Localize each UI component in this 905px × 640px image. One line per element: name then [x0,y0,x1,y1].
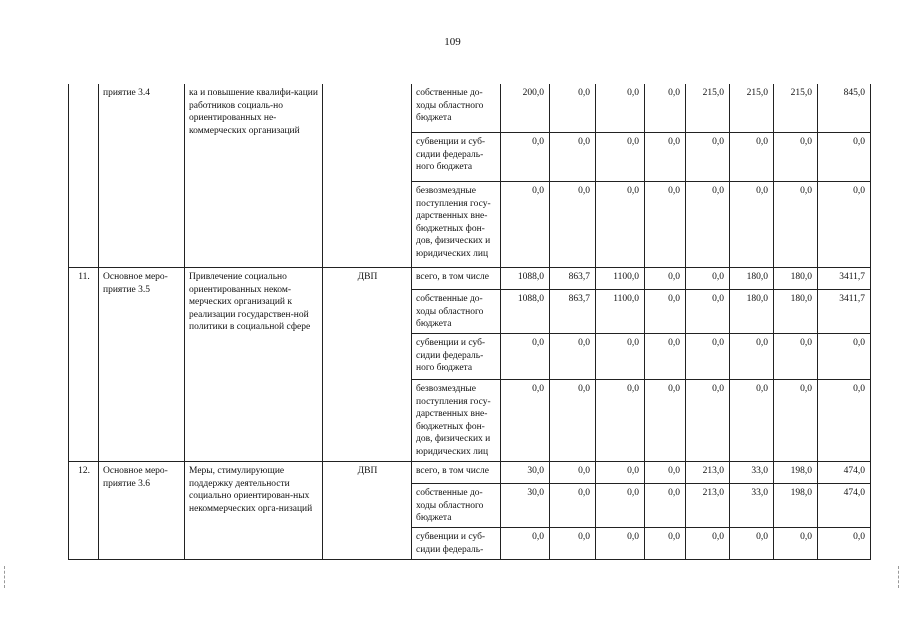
value-cell: 0,0 [730,182,774,268]
funding-source: безвозмездные поступления госу-дарственных вне-бюджетных фон-дов, физических и юридических лиц [412,380,501,462]
executor [323,84,412,268]
row-number: 11. [69,268,99,462]
value-cell: 30,0 [501,484,550,528]
value-cell: 863,7 [550,290,596,334]
value-cell: 215,0 [686,84,730,133]
value-cell: 0,0 [686,268,730,290]
margin-mark [4,566,7,588]
value-cell: 200,0 [501,84,550,133]
funding-source: субвенции и суб-сидии федераль- [412,528,501,560]
funding-source: субвенции и суб-сидии федераль-ного бюджета [412,334,501,380]
funding-source: всего, в том числе [412,268,501,290]
funding-source: собственные до-ходы областного бюджета [412,290,501,334]
value-cell: 198,0 [774,484,818,528]
value-cell: 215,0 [774,84,818,133]
value-cell: 0,0 [686,133,730,182]
margin-mark [898,566,901,588]
value-cell: 30,0 [501,462,550,484]
value-cell: 0,0 [645,133,686,182]
value-cell: 0,0 [818,182,871,268]
value-cell: 0,0 [550,484,596,528]
event-name: Основное меро-приятие 3.5 [99,268,185,462]
value-cell: 0,0 [686,290,730,334]
value-cell: 0,0 [818,528,871,560]
value-cell: 0,0 [501,334,550,380]
executor: ДВП [323,462,412,560]
value-cell: 0,0 [730,380,774,462]
value-cell: 0,0 [645,268,686,290]
table-row [69,84,871,133]
value-cell: 0,0 [645,182,686,268]
funding-source: всего, в том числе [412,462,501,484]
value-cell: 3411,7 [818,290,871,334]
value-cell: 474,0 [818,484,871,528]
event-description: ка и повышение квалифи-кации работников социаль-но ориентированных не-коммерческих организаций [185,84,323,268]
value-cell: 474,0 [818,462,871,484]
value-cell: 0,0 [550,182,596,268]
event-name: приятие 3.4 [99,84,185,268]
value-cell: 0,0 [501,528,550,560]
value-cell: 0,0 [774,334,818,380]
value-cell: 0,0 [686,182,730,268]
value-cell: 180,0 [730,268,774,290]
value-cell: 0,0 [730,528,774,560]
value-cell: 0,0 [550,462,596,484]
row-number: 12. [69,462,99,560]
row-number [69,84,99,268]
value-cell: 0,0 [686,380,730,462]
value-cell: 0,0 [550,84,596,133]
funding-source: собственные до-ходы областного бюджета [412,84,501,133]
value-cell: 198,0 [774,462,818,484]
value-cell: 0,0 [645,380,686,462]
value-cell: 0,0 [774,133,818,182]
value-cell: 0,0 [645,334,686,380]
value-cell: 0,0 [501,182,550,268]
funding-source: собственные до-ходы областного бюджета [412,484,501,528]
value-cell: 845,0 [818,84,871,133]
funding-source: субвенции и суб-сидии федераль-ного бюджета [412,133,501,182]
value-cell: 0,0 [774,182,818,268]
value-cell: 0,0 [596,528,645,560]
executor: ДВП [323,268,412,462]
value-cell: 215,0 [730,84,774,133]
value-cell: 0,0 [596,334,645,380]
value-cell: 180,0 [774,290,818,334]
value-cell: 0,0 [550,334,596,380]
value-cell: 213,0 [686,462,730,484]
value-cell: 1088,0 [501,268,550,290]
value-cell: 0,0 [550,528,596,560]
value-cell: 180,0 [730,290,774,334]
event-description: Привлечение социально ориентированных неком-мерческих организаций к реализации государствен-ной политики в социальной сфере [185,268,323,462]
value-cell: 0,0 [645,484,686,528]
value-cell: 0,0 [596,380,645,462]
value-cell: 0,0 [596,484,645,528]
value-cell: 0,0 [730,334,774,380]
value-cell: 0,0 [730,133,774,182]
value-cell: 213,0 [686,484,730,528]
value-cell: 33,0 [730,462,774,484]
value-cell: 0,0 [596,182,645,268]
value-cell: 1100,0 [596,290,645,334]
value-cell: 180,0 [774,268,818,290]
value-cell: 863,7 [550,268,596,290]
funding-source: безвозмездные поступления госу-дарственных вне-бюджетных фон-дов, физических и юридических лиц [412,182,501,268]
page-number: 109 [444,36,461,48]
value-cell: 0,0 [818,133,871,182]
value-cell: 1088,0 [501,290,550,334]
value-cell: 0,0 [686,334,730,380]
event-description: Меры, стимулирующие поддержку деятельности социально ориентирован-ных некоммерческих орга-низаций [185,462,323,560]
value-cell: 0,0 [774,528,818,560]
value-cell: 0,0 [501,380,550,462]
value-cell: 0,0 [686,528,730,560]
value-cell: 0,0 [645,528,686,560]
value-cell: 33,0 [730,484,774,528]
table-row [69,462,871,484]
value-cell: 0,0 [596,84,645,133]
value-cell: 0,0 [596,462,645,484]
table-row [69,268,871,290]
value-cell: 0,0 [818,334,871,380]
value-cell: 0,0 [596,133,645,182]
value-cell: 1100,0 [596,268,645,290]
value-cell: 0,0 [645,462,686,484]
value-cell: 0,0 [818,380,871,462]
value-cell: 0,0 [774,380,818,462]
value-cell: 0,0 [550,133,596,182]
value-cell: 0,0 [550,380,596,462]
value-cell: 0,0 [645,84,686,133]
event-name: Основное меро-приятие 3.6 [99,462,185,560]
budget-table [68,84,871,560]
value-cell: 0,0 [645,290,686,334]
value-cell: 3411,7 [818,268,871,290]
value-cell: 0,0 [501,133,550,182]
